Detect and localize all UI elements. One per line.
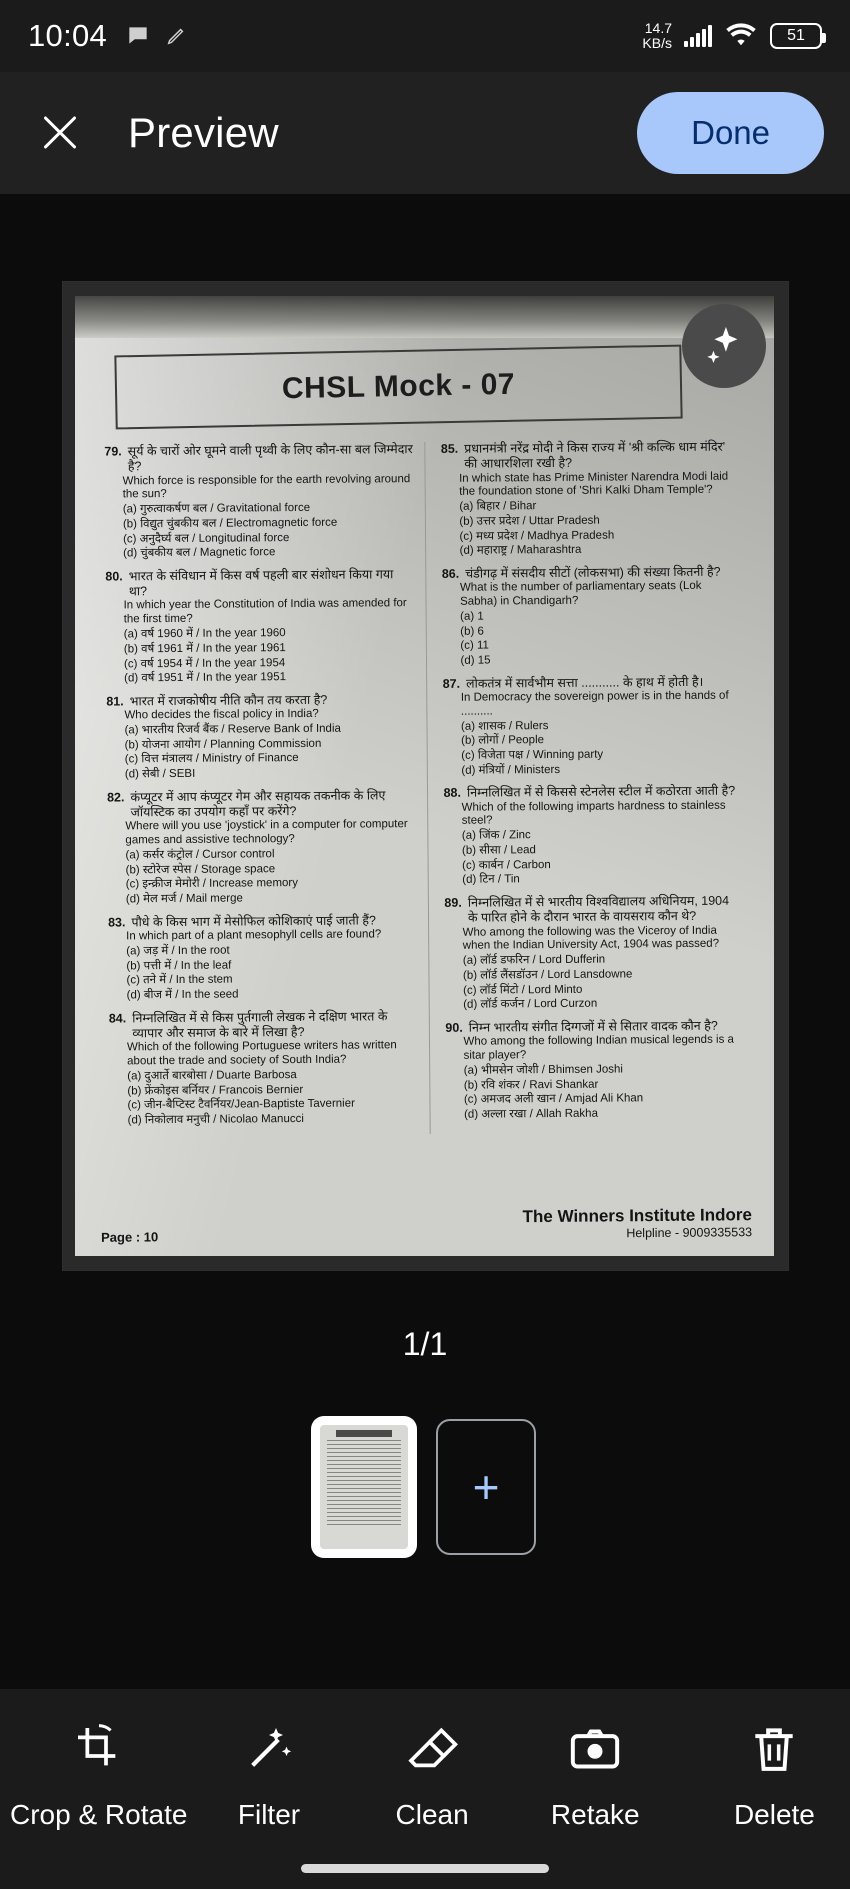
question-number: 89. xyxy=(443,895,462,910)
question-head xyxy=(440,440,733,473)
page-thumbnail-1[interactable] xyxy=(314,1419,414,1555)
battery-icon xyxy=(770,23,822,49)
done-button[interactable]: Done xyxy=(637,92,824,174)
question-option: (a) बिहार / Bihar xyxy=(458,500,536,513)
page-footer xyxy=(100,1205,751,1245)
question-option: (c) वित्त मंत्रालय / Ministry of Finance xyxy=(124,752,299,766)
edit-toolbar xyxy=(0,1689,850,1889)
trash-icon xyxy=(746,1721,802,1777)
scanned-page xyxy=(75,296,774,1256)
question-head xyxy=(444,894,737,927)
question-option: (b) फ्रेंकोइस बर्नियर / Francois Bernier xyxy=(126,1083,303,1097)
camera-icon xyxy=(567,1721,623,1777)
question-item xyxy=(445,1019,738,1123)
tool-crop-rotate[interactable] xyxy=(10,1721,187,1831)
question-head xyxy=(104,442,414,475)
question-column-right xyxy=(423,440,748,1134)
question-text-en: Who among the following was the Viceroy of India when the Indian University Act, 1904 was passed? xyxy=(462,924,719,953)
question-number: 83. xyxy=(107,915,125,930)
question-number: 88. xyxy=(442,786,461,801)
question-text-en: In which year the Constitution of India was amended for the first time? xyxy=(123,597,407,626)
question-option: (a) 1 xyxy=(459,610,484,623)
question-option: (a) वर्ष 1960 में / In the year 1960 xyxy=(123,627,286,641)
question-option: (d) निकोलाव मनुची / Nicolao Manucci xyxy=(127,1112,304,1127)
question-item xyxy=(443,784,736,888)
question-option: (b) उत्तर प्रदेश / Uttar Pradesh xyxy=(458,514,600,528)
network-speed-unit: KB/s xyxy=(642,35,672,51)
question-number: 79. xyxy=(103,444,122,459)
question-text-en: Which force is responsible for the earth revolving around the sun? xyxy=(122,472,410,501)
network-speed xyxy=(642,21,672,50)
question-option: (b) पत्ती में / In the leaf xyxy=(125,959,231,972)
crop-rotate-icon xyxy=(71,1721,127,1777)
question-text-hi: निम्नलिखित में से किससे स्टेनलेस स्टील में कठोरता आती है? xyxy=(466,783,735,801)
page-thumbnail-strip xyxy=(314,1419,536,1555)
question-text-hi: भारत में राजकोषीय नीति कौन तय करता है? xyxy=(129,692,327,709)
app-bar xyxy=(0,72,850,194)
question-text-hi: प्रधानमंत्री नरेंद्र मोदी ने किस राज्य में 'श्री कल्कि धाम मंदिर' की आधारशिला रखी है? xyxy=(463,439,725,471)
page-number: Page : 10 xyxy=(100,1229,158,1245)
question-head xyxy=(105,567,415,600)
question-option: (b) विद्युत चुंबकीय बल / Electromagnetic force xyxy=(122,516,337,531)
eraser-icon xyxy=(404,1721,460,1777)
question-option: (c) वर्ष 1954 में / In the year 1954 xyxy=(123,656,285,670)
question-option: (a) कर्सर कंट्रोल / Cursor control xyxy=(124,848,275,862)
question-option: (a) लॉर्ड डफरिन / Lord Dufferin xyxy=(462,953,605,967)
question-option: (c) इन्क्रीज मेमोरी / Increase memory xyxy=(125,877,298,891)
question-text-hi: निम्नलिखित में से किस पुर्तगाली लेखक ने दक्षिण भारत के व्यापार और समाज के बारे में लिखा है? xyxy=(131,1009,388,1041)
question-text-en: In which part of a plant mesophyll cells are found? xyxy=(125,928,381,943)
question-option: (a) दुआर्ते बारबोसा / Duarte Barbosa xyxy=(126,1068,297,1083)
tool-label: Filter xyxy=(237,1799,301,1830)
tool-label: Crop & Rotate xyxy=(10,1799,188,1830)
question-option: (a) जड़ में / In the root xyxy=(125,944,230,958)
question-option: (b) लोगों / People xyxy=(460,734,544,747)
question-text-hi: लोकतंत्र में सार्वभौम सत्ता ........... के हाथ में होती है। xyxy=(465,674,703,691)
add-page-button[interactable] xyxy=(436,1419,536,1555)
status-bar xyxy=(0,0,850,72)
question-option: (a) भारतीय रिजर्व बैंक / Reserve Bank of India xyxy=(123,722,341,737)
question-option: (b) योजना आयोग / Planning Commission xyxy=(124,737,321,752)
question-option: (b) वर्ष 1961 में / In the year 1961 xyxy=(123,641,286,656)
question-option: (d) अल्ला रखा / Allah Rakha xyxy=(463,1107,598,1121)
question-item xyxy=(441,565,734,669)
question-option: (b) स्टोरेज स्पेस / Storage space xyxy=(125,862,275,877)
question-number: 80. xyxy=(104,569,123,584)
status-clock: 10:04 xyxy=(28,18,108,53)
question-text-en: Who among the following Indian musical legends is a sitar player? xyxy=(462,1033,734,1062)
question-item xyxy=(444,894,737,1013)
page-title: Preview xyxy=(128,109,279,156)
question-option: (d) मेल मर्ज / Mail merge xyxy=(125,892,243,906)
question-text-en: Which of the following imparts hardness to stainless steel? xyxy=(461,799,726,828)
question-head xyxy=(107,788,417,821)
question-item xyxy=(104,442,414,561)
question-option: (d) महाराष्ट्र / Maharashtra xyxy=(459,544,581,557)
question-text-en: What is the number of parliamentary seats (Lok Sabha) in Chandigarh? xyxy=(459,580,702,608)
question-number: 82. xyxy=(106,790,125,805)
question-option: (a) शासक / Rulers xyxy=(460,719,549,733)
question-option: (c) विजेता पक्ष / Winning party xyxy=(460,748,603,762)
question-option: (c) तने में / In the stem xyxy=(125,973,233,987)
question-text-en: Who decides the fiscal policy in India? xyxy=(123,708,319,722)
question-option: (c) अनुदैर्घ्य बल / Longitudinal force xyxy=(122,531,289,545)
question-text-en: Where will you use 'joystick' in a computer for computer games and assistive technology? xyxy=(124,818,408,847)
question-option: (b) सीसा / Lead xyxy=(461,844,536,857)
tool-delete[interactable] xyxy=(693,1721,850,1831)
question-item xyxy=(107,788,417,907)
question-number: 85. xyxy=(440,441,458,456)
question-option: (d) लॉर्ड कर्जन / Lord Curzon xyxy=(462,998,597,1012)
question-number: 84. xyxy=(108,1011,126,1026)
tool-label: Retake xyxy=(550,1799,640,1830)
wifi-icon xyxy=(724,23,758,49)
question-option: (d) टिन / Tin xyxy=(461,873,520,887)
question-item xyxy=(108,1009,418,1128)
institute-block xyxy=(522,1205,752,1241)
question-number: 86. xyxy=(441,566,459,581)
add-page-label: + xyxy=(472,1461,500,1513)
document-title: CHSL Mock - 07 xyxy=(281,367,515,406)
question-item xyxy=(107,913,417,1003)
sparkle-icon xyxy=(701,323,747,369)
question-text-hi: निम्नलिखित में से भारतीय विश्वविद्यालय अधिनियम, 1904 के पारित होने के दौरान भारत के वायसराय कौन थे? xyxy=(467,893,729,926)
pen-icon xyxy=(165,25,187,47)
question-option: (c) लॉर्ड मिंटो / Lord Minto xyxy=(462,983,582,997)
question-option: (d) 15 xyxy=(459,654,491,667)
question-item xyxy=(105,567,415,686)
page-counter: 1/1 xyxy=(402,1326,448,1362)
status-right-icons xyxy=(642,21,822,50)
question-option: (b) लॉर्ड लैंसडॉउन / Lord Lansdowne xyxy=(462,968,632,982)
question-option: (c) मध्य प्रदेश / Madhya Pradesh xyxy=(458,529,614,543)
status-notification-icons xyxy=(125,23,187,49)
question-text-hi: पौधे के किस भाग में मेसोफिल कोशिकाएं पाई जाती हैं? xyxy=(130,913,376,930)
question-text-hi: सूर्य के चारों ओर घूमने वाली पृथ्वी के लिए कौन-सा बल जिम्मेदार है? xyxy=(127,442,413,474)
magic-enhance-button[interactable] xyxy=(682,304,766,388)
preview-stage xyxy=(0,194,850,1689)
question-text-hi: भारत के संविधान में किस वर्ष पहली बार संशोधन किया गया था? xyxy=(128,567,393,599)
question-item xyxy=(106,692,416,782)
magic-wand-icon xyxy=(241,1721,297,1777)
scanned-page-preview[interactable] xyxy=(63,282,788,1270)
question-option: (c) अमजद अली खान / Amjad Ali Khan xyxy=(463,1092,643,1107)
close-icon[interactable] xyxy=(34,107,86,159)
question-option: (c) 11 xyxy=(459,639,489,652)
institute-helpline: Helpline - 9009335533 xyxy=(625,1225,752,1241)
signal-bars-icon xyxy=(684,25,712,47)
question-option: (d) बीज में / In the seed xyxy=(126,988,239,1002)
question-column-left xyxy=(104,442,429,1136)
question-number: 81. xyxy=(105,694,124,709)
question-option: (d) मंत्रियों / Ministers xyxy=(460,763,560,777)
question-number: 87. xyxy=(442,676,460,691)
battery-percent: 51 xyxy=(787,27,805,44)
network-speed-value: 14.7 xyxy=(644,20,672,37)
question-option: (a) जिंक / Zinc xyxy=(461,829,531,842)
thumbnail-image xyxy=(320,1425,408,1549)
question-option: (c) कार्बन / Carbon xyxy=(461,858,551,872)
question-columns xyxy=(98,439,754,1136)
question-option: (d) चुंबकीय बल / Magnetic force xyxy=(122,546,275,560)
question-option: (d) वर्ष 1951 में / In the year 1951 xyxy=(123,671,286,685)
tool-filter[interactable] xyxy=(187,1721,350,1831)
question-text-hi: चंडीगढ़ में संसदीय सीटों (लोकसभा) की संख्या कितनी है? xyxy=(464,564,721,581)
tool-retake[interactable] xyxy=(514,1721,677,1831)
question-number: 90. xyxy=(444,1020,463,1035)
chat-bubble-icon xyxy=(125,23,151,49)
home-indicator xyxy=(301,1864,549,1873)
question-option: (a) भीमसेन जोशी / Bhimsen Joshi xyxy=(463,1063,623,1077)
question-item xyxy=(442,674,735,778)
question-option: (a) गुरुत्वाकर्षण बल / Gravitational force xyxy=(122,501,310,516)
question-option: (c) जीन-बैप्टिस्ट टैवर्नियर/Jean-Baptiste Tavernier xyxy=(126,1097,355,1112)
question-head xyxy=(108,1009,418,1042)
question-text-en: Which of the following Portuguese writers has written about the trade and society of South India? xyxy=(126,1039,397,1068)
document-title-box xyxy=(114,345,682,430)
question-text-en: In which state has Prime Minister Narendra Modi laid the foundation stone of 'Shri Kalki Dham Temple'? xyxy=(458,470,728,499)
tool-label: Delete xyxy=(733,1799,815,1830)
question-item xyxy=(440,440,733,559)
question-text-en: In Democracy the sovereign power is in the hands of .......... xyxy=(460,689,729,718)
tool-clean[interactable] xyxy=(351,1721,514,1831)
question-option: (b) 6 xyxy=(459,625,484,638)
question-head xyxy=(443,784,736,802)
institute-name: The Winners Institute Indore xyxy=(521,1205,752,1227)
question-option: (b) रवि शंकर / Ravi Shankar xyxy=(463,1078,598,1092)
tool-label: Clean xyxy=(395,1799,469,1830)
question-text-hi: कंप्यूटर में आप कंप्यूटर गेम और सहायक तकनीक के लिए जॉयस्टिक का उपयोग कहाँ पर करेंगे? xyxy=(129,788,385,820)
question-option: (d) सेबी / SEBI xyxy=(124,767,195,781)
question-text-hi: निम्न भारतीय संगीत दिग्गजों में से सितार वादक कौन है? xyxy=(468,1018,718,1035)
